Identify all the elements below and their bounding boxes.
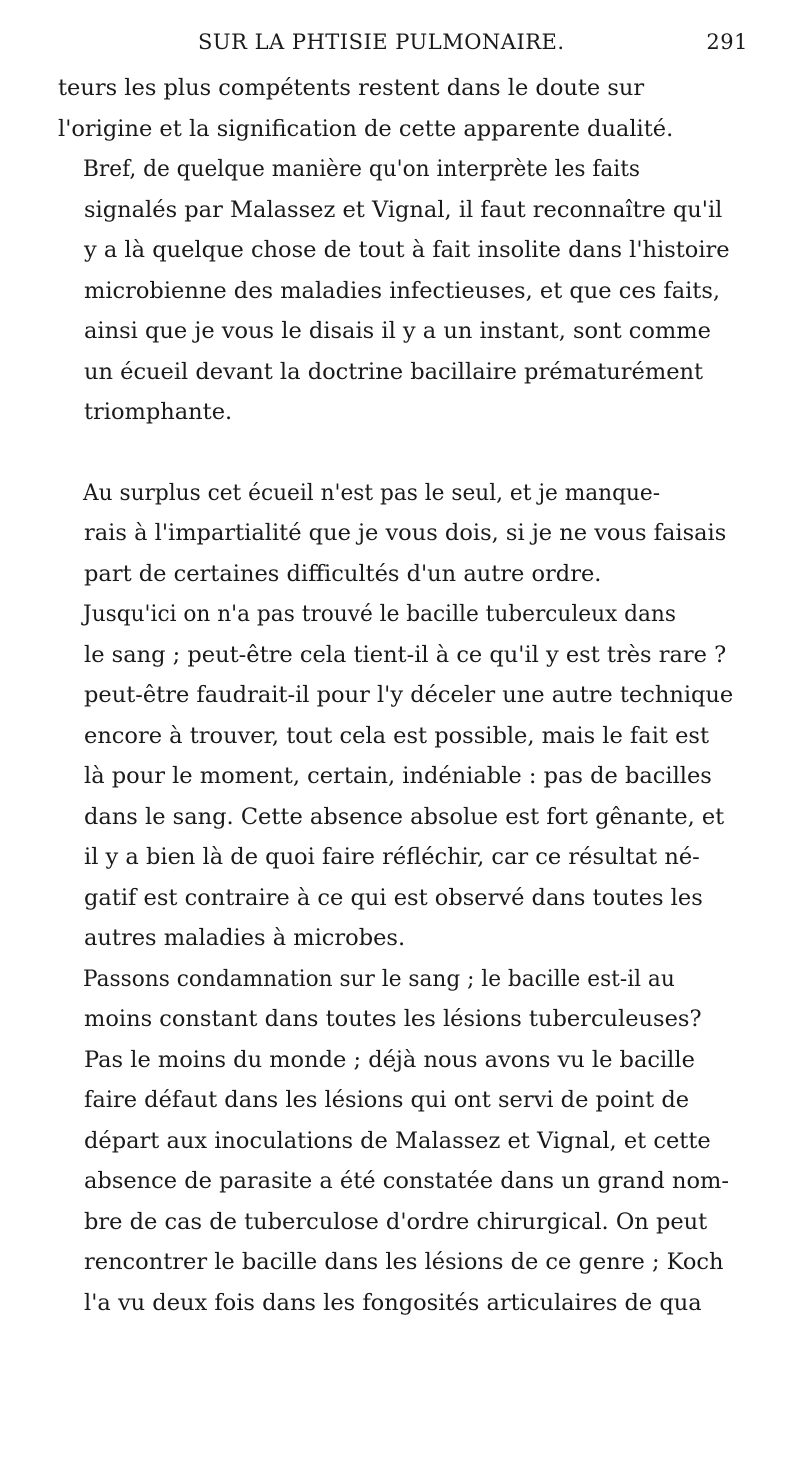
text-line: ainsi que je vous le disais il y a un instant, sont comme: [84, 318, 711, 344]
paragraph-3: [58, 473, 748, 595]
text-line: Jusqu'ici on n'a pas trouvé le bacille tuberculeux dans: [83, 601, 676, 627]
text-line: un écueil devant la doctrine bacillaire prématurément: [84, 358, 704, 385]
text-line: le sang ; peut-être cela tient-il à ce qu'il y est très rare ?: [84, 641, 727, 668]
text-line: là pour le moment, certain, indéniable : pas de bacilles: [84, 763, 712, 789]
text-line: Au surplus cet écueil n'est pas le seul, et je manque-: [83, 479, 661, 506]
text-line: absence de parasite a été constatée dans un grand nom-: [84, 1168, 729, 1194]
paragraph-5: [58, 959, 748, 1324]
text-line: moins constant dans toutes les lésions tuberculeuses?: [84, 1006, 702, 1032]
paragraph-4: [58, 594, 748, 959]
text-line: gatif est contraire à ce qui est observé dans toutes les: [84, 884, 703, 911]
text-line: part de certaines difficultés d'un autre ordre.: [84, 560, 602, 587]
paragraph-1: [58, 68, 748, 149]
text-line: il y a bien là de quoi faire réfléchir, car ce résultat né-: [84, 844, 700, 870]
paragraph-2: [58, 149, 748, 433]
page-number: 291: [706, 30, 748, 54]
text-line: rais à l'impartialité que je vous dois, si je ne vous faisais: [84, 520, 727, 546]
running-title: SUR LA PHTISIE PULMONAIRE.: [198, 30, 565, 54]
text-line: dans le sang. Cette absence absolue est fort gênante, et: [84, 803, 725, 830]
text-line: Pas le moins du monde ; déjà nous avons vu le bacille: [84, 1046, 695, 1073]
running-header: [58, 22, 748, 62]
text-line: triomphante.: [84, 399, 233, 425]
text-line: bre de cas de tuberculose d'ordre chirurgical. On peut: [84, 1208, 708, 1235]
text-line: teurs les plus compétents restent dans le doute sur: [58, 75, 645, 101]
text-line: l'a vu deux fois dans les fongosités articulaires de qua: [84, 1289, 702, 1316]
text-line: Bref, de quelque manière qu'on interprète les faits: [83, 156, 641, 182]
text-line: rencontrer le bacille dans les lésions de ce genre ; Koch: [84, 1249, 724, 1275]
text-line: microbienne des maladies infectieuses, et que ces faits,: [84, 277, 721, 304]
text-line: peut-être faudrait-il pour l'y déceler une autre technique: [84, 682, 734, 708]
text-line: y a là quelque chose de tout à fait insolite dans l'histoire: [84, 237, 730, 263]
text-line: l'origine et la signification de cette apparente dualité.: [58, 115, 674, 142]
text-line: faire défaut dans les lésions qui ont servi de point de: [84, 1087, 690, 1113]
text-line: signalés par Malassez et Vignal, il faut reconnaître qu'il: [84, 196, 723, 223]
text-line: encore à trouver, tout cela est possible, mais le fait est: [84, 722, 710, 749]
book-page: [58, 22, 748, 1323]
text-line: départ aux inoculations de Malassez et Vignal, et cette: [84, 1127, 711, 1154]
text-line: autres maladies à microbes.: [84, 925, 406, 951]
text-line: Passons condamnation sur le sang ; le bacille est-il au: [83, 965, 675, 992]
